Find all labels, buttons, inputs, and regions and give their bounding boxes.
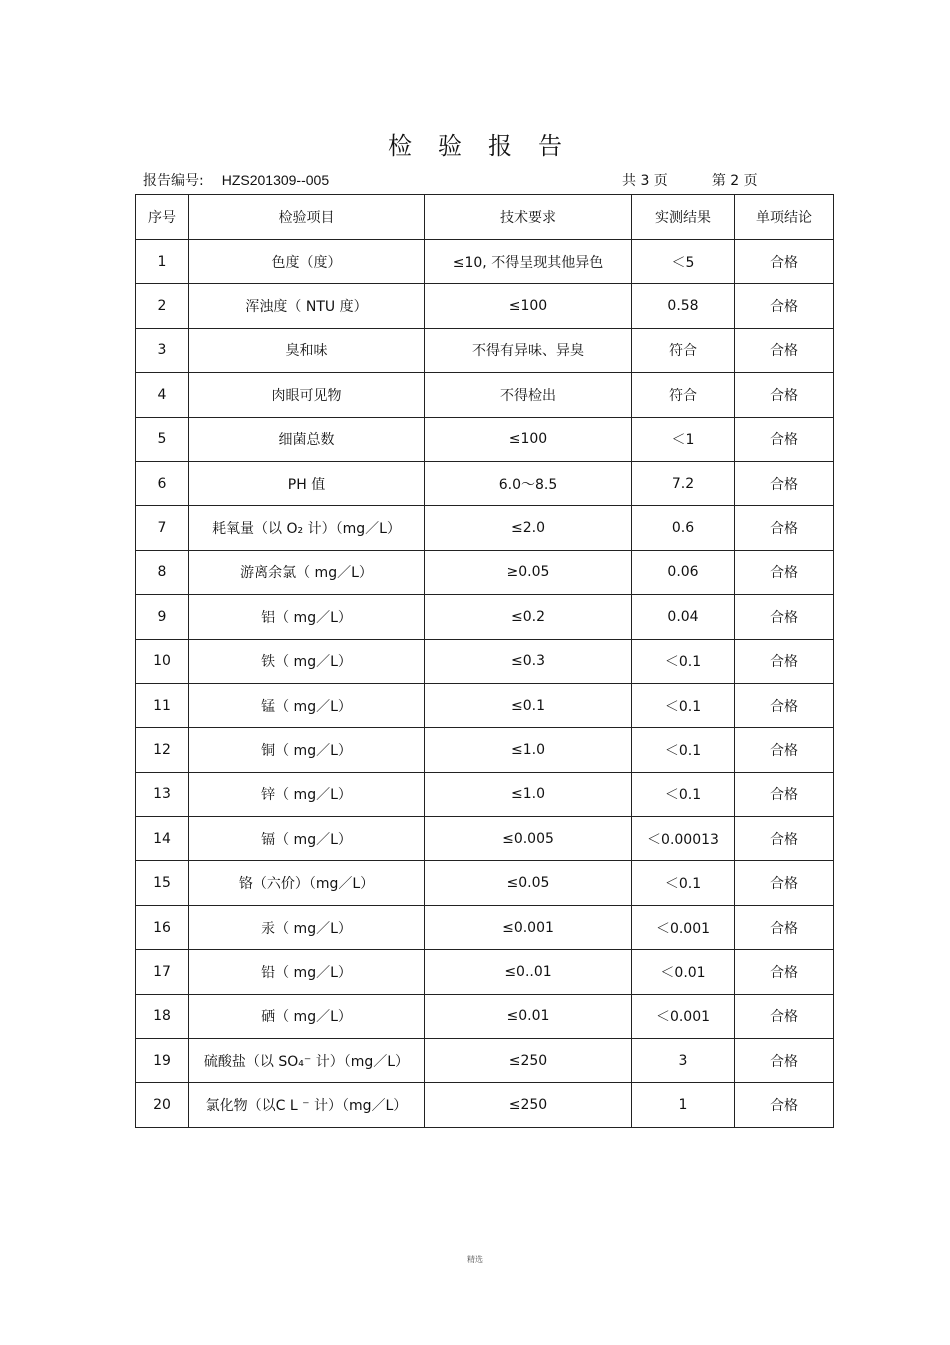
cell-result: ＜5 (632, 240, 735, 284)
table-row (136, 550, 834, 594)
column-header-requirement: 技术要求 (425, 195, 632, 240)
cell-conclusion: 合格 (735, 417, 834, 461)
cell-result: 0.6 (632, 506, 735, 550)
cell-requirement: ≤0.001 (425, 905, 632, 949)
cell-result: ＜0.001 (632, 994, 735, 1038)
column-header-no: 序号 (136, 195, 189, 240)
cell-no: 8 (136, 550, 189, 594)
cell-conclusion: 合格 (735, 550, 834, 594)
cell-result: 0.04 (632, 595, 735, 639)
cell-item: 锌（ mg／L） (189, 772, 425, 816)
column-header-item: 检验项目 (189, 195, 425, 240)
cell-result: ＜0.1 (632, 639, 735, 683)
cell-no: 19 (136, 1039, 189, 1083)
cell-item: 臭和味 (189, 328, 425, 372)
footer-text: 精选 (467, 1255, 483, 1264)
cell-item: 铜（ mg／L） (189, 728, 425, 772)
table-row (136, 461, 834, 505)
cell-item: 肉眼可见物 (189, 373, 425, 417)
cell-item: 游离余氯（ mg／L） (189, 550, 425, 594)
report-number-line (143, 170, 329, 190)
cell-conclusion: 合格 (735, 728, 834, 772)
cell-result: ＜0.00013 (632, 817, 735, 861)
cell-result: ＜0.1 (632, 728, 735, 772)
cell-no: 1 (136, 240, 189, 284)
cell-item: 浑浊度（ NTU 度） (189, 284, 425, 328)
cell-result: 0.06 (632, 550, 735, 594)
cell-result: ＜0.1 (632, 861, 735, 905)
table-header-row (136, 195, 834, 240)
cell-no: 14 (136, 817, 189, 861)
cell-conclusion: 合格 (735, 683, 834, 727)
inspection-table (135, 194, 834, 1128)
cell-no: 12 (136, 728, 189, 772)
cell-requirement: ≤100 (425, 284, 632, 328)
cell-item: 锰（ mg／L） (189, 683, 425, 727)
table-row (136, 1039, 834, 1083)
cell-conclusion: 合格 (735, 328, 834, 372)
table-row (136, 728, 834, 772)
cell-result: 0.58 (632, 284, 735, 328)
cell-conclusion: 合格 (735, 373, 834, 417)
column-header-result: 实测结果 (632, 195, 735, 240)
table-row (136, 506, 834, 550)
cell-conclusion: 合格 (735, 861, 834, 905)
table-row (136, 417, 834, 461)
cell-conclusion: 合格 (735, 506, 834, 550)
cell-requirement: ≤1.0 (425, 772, 632, 816)
cell-no: 20 (136, 1083, 189, 1127)
cell-item: 硒（ mg／L） (189, 994, 425, 1038)
cell-requirement: ≤0.01 (425, 994, 632, 1038)
cell-conclusion: 合格 (735, 240, 834, 284)
report-number: HZS201309--005 (221, 172, 330, 188)
cell-result: ＜0.01 (632, 950, 735, 994)
cell-conclusion: 合格 (735, 905, 834, 949)
cell-conclusion: 合格 (735, 639, 834, 683)
cell-result: 符合 (632, 328, 735, 372)
column-header-conclusion: 单项结论 (735, 195, 834, 240)
cell-conclusion: 合格 (735, 284, 834, 328)
page-info (622, 170, 758, 190)
table-row (136, 284, 834, 328)
table-row (136, 328, 834, 372)
cell-no: 18 (136, 994, 189, 1038)
cell-item: 铅（ mg／L） (189, 950, 425, 994)
cell-item: 铁（ mg／L） (189, 639, 425, 683)
total-pages: 共 3 页 (622, 173, 668, 189)
table-row (136, 861, 834, 905)
cell-requirement: ≤2.0 (425, 506, 632, 550)
cell-requirement: 不得有异味、异臭 (425, 328, 632, 372)
cell-requirement: ≤100 (425, 417, 632, 461)
cell-no: 11 (136, 683, 189, 727)
cell-result: 符合 (632, 373, 735, 417)
cell-result: ＜0.1 (632, 683, 735, 727)
table-row (136, 950, 834, 994)
cell-result: 3 (632, 1039, 735, 1083)
cell-item: 硫酸盐（以 SO₄⁻ 计）（mg／L） (189, 1039, 425, 1083)
cell-requirement: 6.0～8.5 (425, 461, 632, 505)
cell-item: 铬（六价）（mg／L） (189, 861, 425, 905)
cell-no: 15 (136, 861, 189, 905)
table-row (136, 373, 834, 417)
cell-no: 2 (136, 284, 189, 328)
cell-item: 细菌总数 (189, 417, 425, 461)
cell-conclusion: 合格 (735, 1083, 834, 1127)
cell-requirement: ≤0.3 (425, 639, 632, 683)
cell-result: ＜1 (632, 417, 735, 461)
cell-no: 5 (136, 417, 189, 461)
cell-no: 9 (136, 595, 189, 639)
cell-no: 6 (136, 461, 189, 505)
cell-requirement: ≤1.0 (425, 728, 632, 772)
table-row (136, 817, 834, 861)
cell-no: 7 (136, 506, 189, 550)
cell-conclusion: 合格 (735, 994, 834, 1038)
cell-no: 17 (136, 950, 189, 994)
cell-requirement: ≥0.05 (425, 550, 632, 594)
cell-result: ＜0.1 (632, 772, 735, 816)
cell-requirement: ≤250 (425, 1083, 632, 1127)
cell-item: PH 值 (189, 461, 425, 505)
table-row (136, 905, 834, 949)
cell-requirement: ≤250 (425, 1039, 632, 1083)
cell-result: ＜0.001 (632, 905, 735, 949)
cell-item: 汞（ mg／L） (189, 905, 425, 949)
table-row (136, 994, 834, 1038)
cell-conclusion: 合格 (735, 772, 834, 816)
cell-item: 色度（度） (189, 240, 425, 284)
table-row (136, 1083, 834, 1127)
cell-item: 氯化物（以C L ⁻ 计）（mg／L） (189, 1083, 425, 1127)
cell-conclusion: 合格 (735, 817, 834, 861)
table-row (136, 683, 834, 727)
cell-conclusion: 合格 (735, 595, 834, 639)
cell-result: 7.2 (632, 461, 735, 505)
cell-no: 16 (136, 905, 189, 949)
table-row (136, 240, 834, 284)
table-body (136, 240, 834, 1128)
cell-conclusion: 合格 (735, 950, 834, 994)
table-row (136, 595, 834, 639)
cell-requirement: ≤10, 不得呈现其他异色 (425, 240, 632, 284)
cell-requirement: ≤0.2 (425, 595, 632, 639)
cell-item: 镉（ mg／L） (189, 817, 425, 861)
cell-requirement: ≤0..01 (425, 950, 632, 994)
table-row (136, 639, 834, 683)
cell-no: 10 (136, 639, 189, 683)
report-title: 检验报告 (388, 132, 588, 160)
cell-requirement: 不得检出 (425, 373, 632, 417)
current-page: 第 2 页 (711, 173, 758, 189)
cell-requirement: ≤0.05 (425, 861, 632, 905)
cell-conclusion: 合格 (735, 1039, 834, 1083)
cell-no: 3 (136, 328, 189, 372)
cell-result: 1 (632, 1083, 735, 1127)
cell-conclusion: 合格 (735, 461, 834, 505)
cell-item: 铝（ mg／L） (189, 595, 425, 639)
cell-item: 耗氧量（以 O₂ 计）（mg／L） (189, 506, 425, 550)
table-row (136, 772, 834, 816)
cell-requirement: ≤0.1 (425, 683, 632, 727)
cell-requirement: ≤0.005 (425, 817, 632, 861)
cell-no: 4 (136, 373, 189, 417)
cell-no: 13 (136, 772, 189, 816)
report-number-label: 报告编号: (143, 173, 204, 189)
